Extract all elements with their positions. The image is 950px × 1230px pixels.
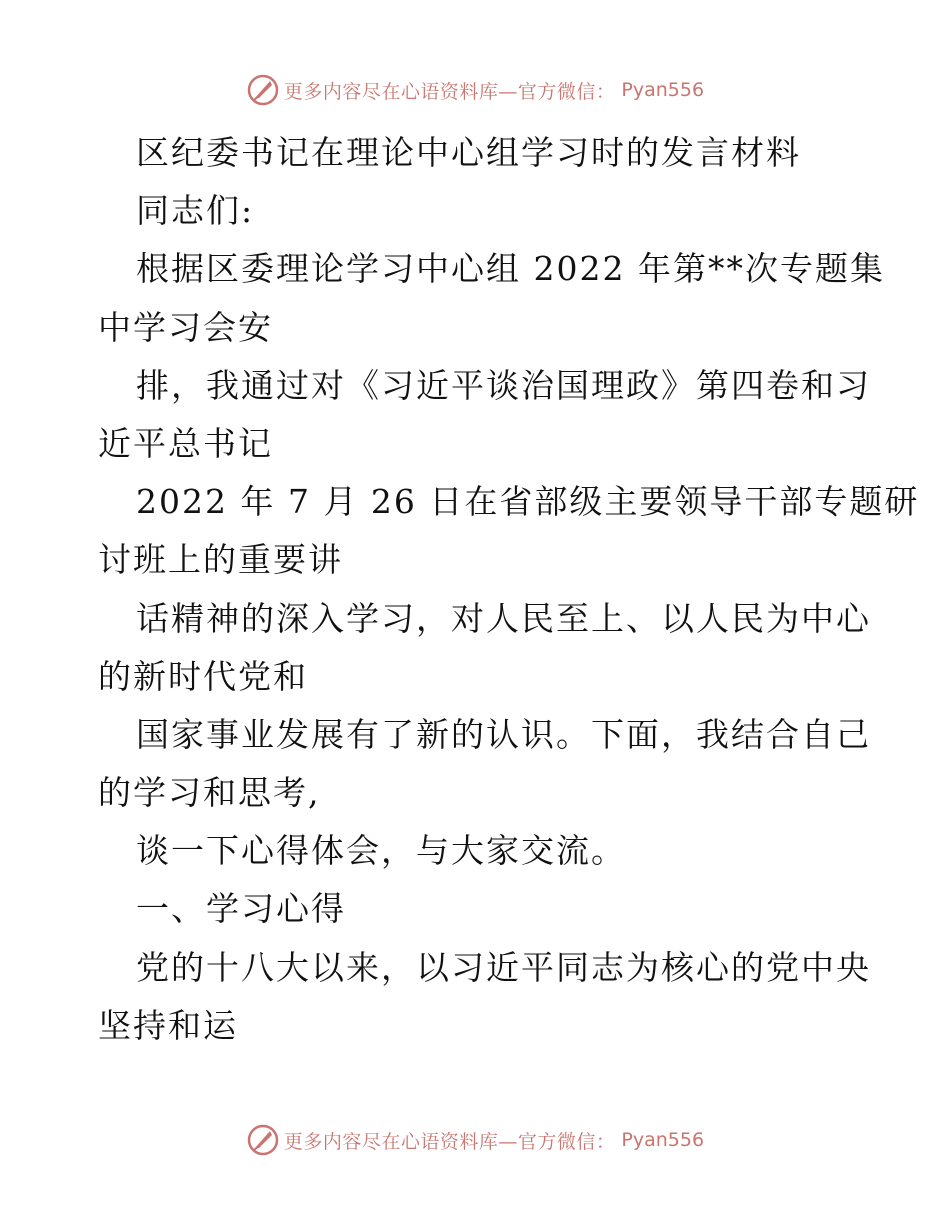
- document-line: 党的十八大以来，以习近平同志为核心的党中央: [136, 947, 871, 987]
- document-line: 根据区委理论学习中心组 2022 年第**次专题集: [136, 249, 885, 289]
- document-line: 排，我通过对《习近平谈治国理政》第四卷和习: [136, 365, 871, 405]
- document-line: 一、学习心得: [136, 889, 346, 929]
- document-body: [98, 124, 920, 1055]
- document-line: 话精神的深入学习，对人民至上、以人民为中心: [136, 598, 871, 638]
- document-line: 讨班上的重要讲: [98, 540, 343, 580]
- document-line: 国家事业发展有了新的认识。下面，我结合自己: [136, 714, 871, 754]
- document-line: 谈一下心得体会，与大家交流。: [136, 831, 626, 871]
- document-line: 的学习和思考,: [98, 773, 321, 813]
- document-line: 中学习会安: [98, 307, 273, 347]
- header-watermark-banner: [0, 70, 950, 110]
- document-line: 同志们:: [136, 191, 255, 231]
- document-line: 近平总书记: [98, 423, 273, 463]
- document-line: 区纪委书记在理论中心组学习时的发言材料: [136, 133, 801, 172]
- document-line: 的新时代党和: [98, 656, 308, 696]
- banner-wechat-id: Pyan556: [621, 1129, 705, 1151]
- banner-wechat-id: Pyan556: [621, 79, 705, 101]
- feather-circle-logo-icon: [246, 1123, 280, 1157]
- document-line: 2022 年 7 月 26 日在省部级主要领导干部专题研: [136, 482, 920, 522]
- banner-text: 更多内容尽在心语资料库—官方微信：: [283, 80, 616, 103]
- document-line: 坚持和运: [98, 1005, 238, 1045]
- footer-watermark-banner: [0, 1120, 950, 1160]
- banner-text: 更多内容尽在心语资料库—官方微信：: [283, 1130, 616, 1153]
- feather-circle-logo-icon: [246, 73, 280, 107]
